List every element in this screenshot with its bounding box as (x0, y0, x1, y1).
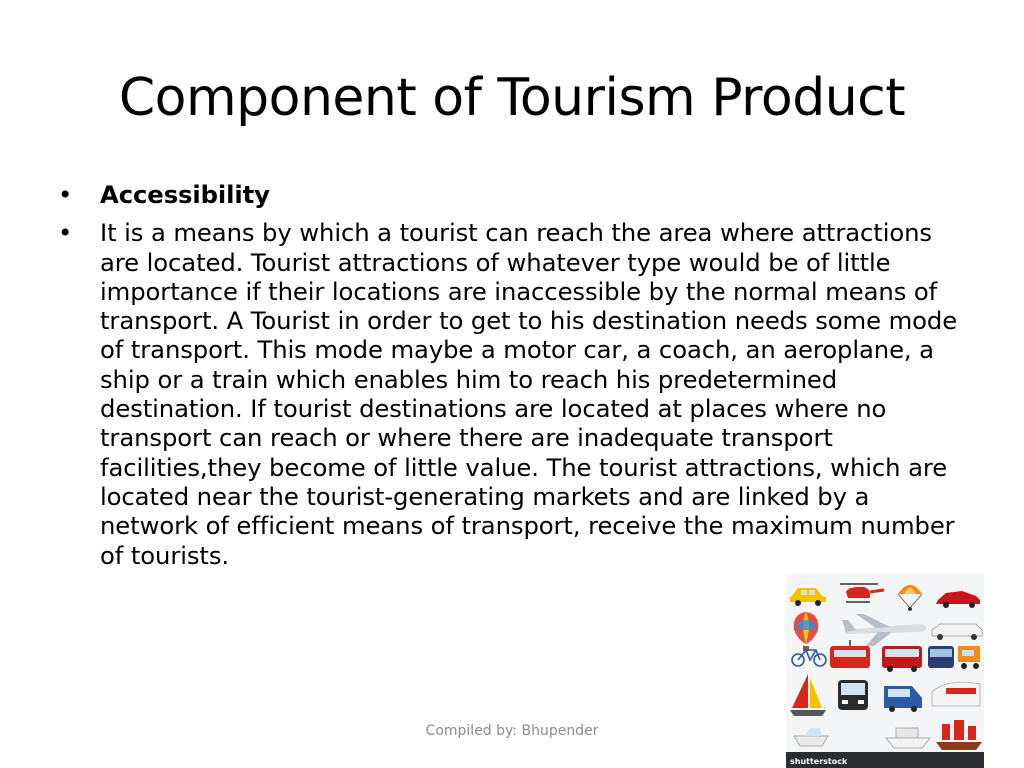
transport-collage-image (786, 574, 984, 768)
limousine-icon (932, 624, 982, 640)
coach-icon (928, 646, 954, 668)
helicopter-icon (840, 584, 884, 602)
sailing-ship-icon (936, 720, 982, 750)
ship-icon (886, 728, 930, 748)
slide-title: Component of Tourism Product (118, 68, 906, 128)
bullet-item (58, 180, 958, 209)
bus-icon (882, 646, 922, 672)
parachute-icon (898, 585, 922, 611)
tram-icon (830, 640, 870, 668)
van-icon (884, 686, 922, 712)
transport-icons-svg (786, 574, 984, 768)
bullet-item (58, 218, 958, 570)
watermark-strip (786, 752, 984, 768)
truck-icon (958, 646, 980, 669)
sailboat-icon (790, 674, 826, 716)
airplane-icon (842, 614, 926, 646)
sports-car-icon (936, 591, 980, 608)
bullet-list (58, 180, 958, 579)
bullet-marker: • (58, 180, 73, 209)
bus-front-icon (838, 680, 868, 710)
bullet-marker: • (58, 218, 73, 248)
bicycle-icon (792, 650, 826, 666)
hot-air-balloon-icon (794, 612, 819, 651)
watermark-logo: shutterstock (790, 757, 848, 766)
bullet-heading: Accessibility (100, 180, 270, 209)
slide-footer: Compiled by: Bhupender (425, 723, 599, 739)
speedboat-icon (794, 728, 828, 746)
taxi-icon (790, 588, 826, 606)
bullet-body-text: It is a means by which a tourist can reach the area where attractions are located. Tourist attractions of whatever type would be of little importance if their locations are inaccessible by the normal means of transport. A Tourist in order to get to his destination needs some mode of transport. This mode maybe a motor car, a coach, an aeroplane, a ship or a train which enables him to reach his predetermined destination. If tourist destinations are located at places where no transport can reach or where there are inadequate transport facilities,they become of little value. The tourist attractions, which are located near the tourist-generating markets and are linked by a network of efficient means of transport, receive the maximum number of tourists. (100, 218, 958, 570)
train-icon (932, 682, 980, 706)
